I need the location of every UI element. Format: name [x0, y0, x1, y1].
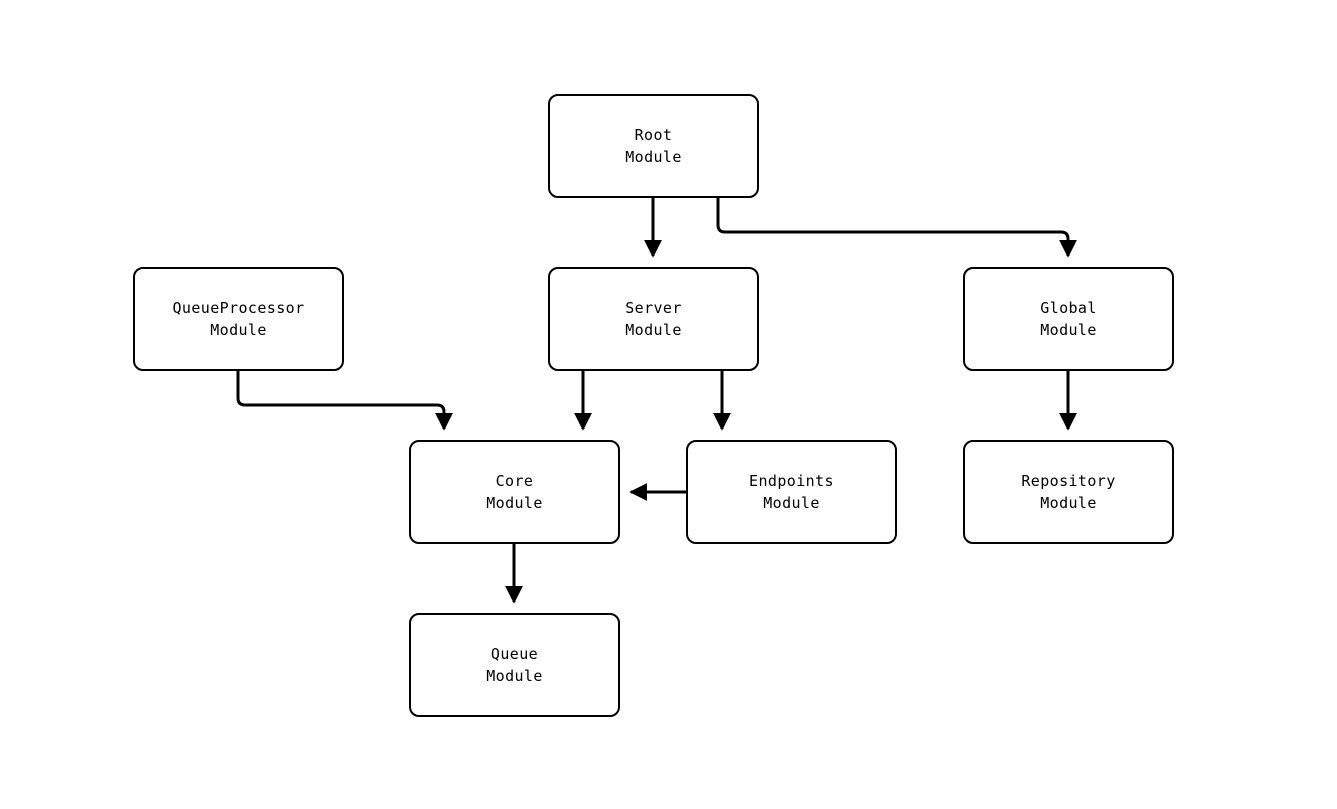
edge-queueprocessor-to-core: [238, 371, 444, 429]
node-queue-name: Queue: [490, 645, 539, 663]
node-global[interactable]: [963, 267, 1174, 371]
node-global-name: Global: [1040, 299, 1097, 317]
node-server[interactable]: [548, 267, 759, 371]
node-repository-kind: Module: [1040, 494, 1097, 512]
node-repository-name: Repository: [1021, 472, 1116, 490]
node-queueprocessor-kind: Module: [210, 321, 267, 339]
node-root-kind: Module: [625, 148, 682, 166]
node-core-name: Core: [495, 472, 534, 490]
node-core-kind: Module: [486, 494, 543, 512]
node-root-name: Root: [634, 126, 673, 144]
node-queueprocessor[interactable]: [133, 267, 344, 371]
node-endpoints-name: Endpoints: [749, 472, 834, 490]
node-core[interactable]: [409, 440, 620, 544]
node-server-name: Server: [625, 299, 682, 317]
node-endpoints[interactable]: [686, 440, 897, 544]
node-root[interactable]: [548, 94, 759, 198]
node-queue-kind: Module: [486, 667, 543, 685]
node-queue[interactable]: [409, 613, 620, 717]
node-endpoints-kind: Module: [763, 494, 820, 512]
node-server-kind: Module: [625, 321, 682, 339]
node-repository[interactable]: [963, 440, 1174, 544]
node-global-kind: Module: [1040, 321, 1097, 339]
edge-root-to-global: [718, 198, 1068, 256]
node-queueprocessor-name: QueueProcessor: [172, 299, 305, 317]
